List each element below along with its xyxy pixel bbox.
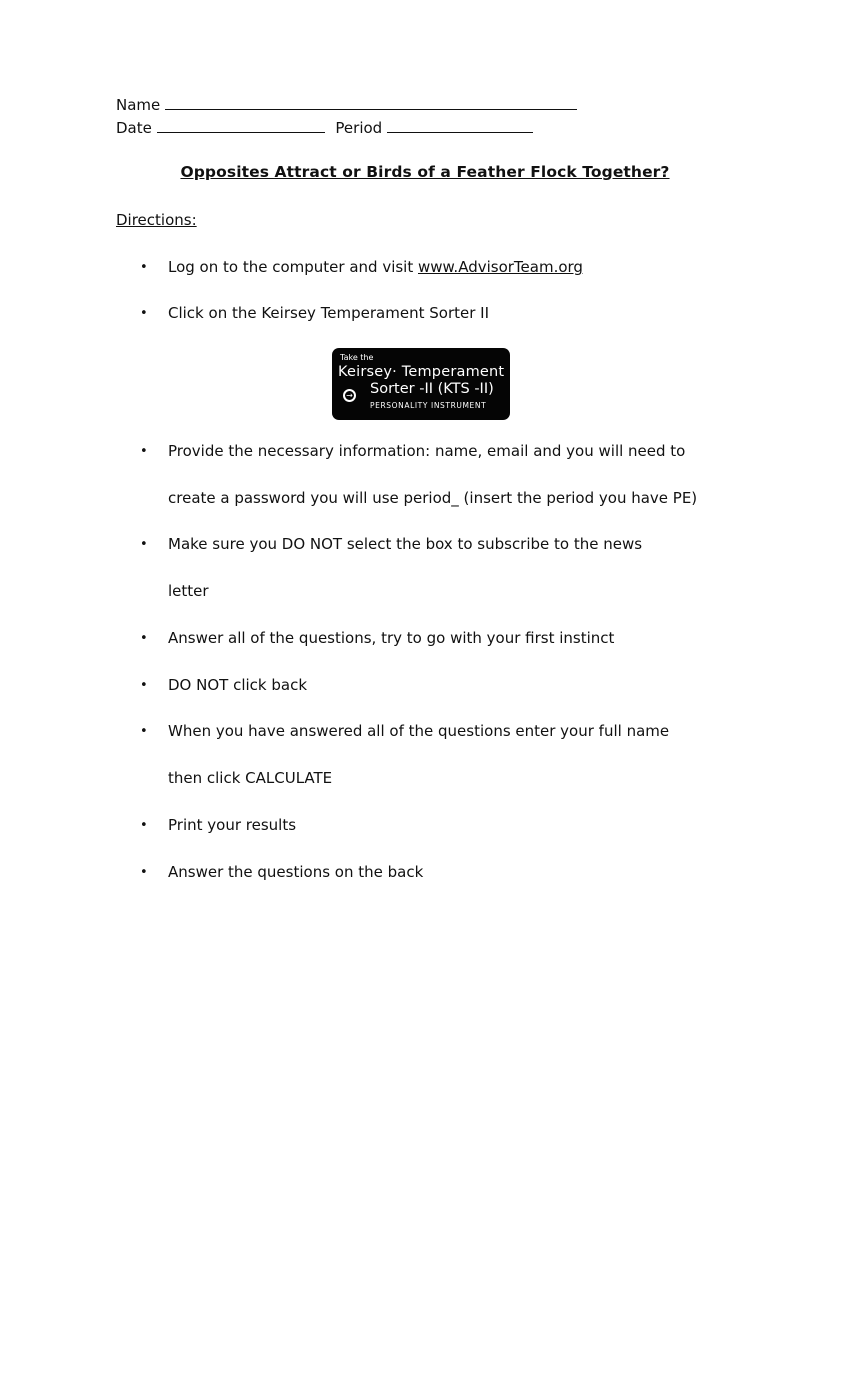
bullet-icon: • [140,724,148,739]
date-period-row [116,118,533,137]
logo-line-take-the: Take the [340,353,374,362]
list-item [140,244,583,291]
advisorteam-link[interactable]: www.AdvisorTeam.org [418,258,583,276]
list-item [140,521,642,615]
step-text-line2: then click CALCULATE [168,769,333,787]
name-field-row [116,95,577,114]
name-label: Name [116,96,161,114]
page-title: Opposites Attract or Birds of a Feather Flock Together? [180,163,670,181]
date-input-line[interactable] [157,118,325,133]
step-text-line1: When you have answered all of the questions enter your full name [168,722,670,740]
list-item [140,708,669,802]
bullet-icon: • [140,537,148,552]
step-text: Log on to the computer and visit [168,258,418,276]
arrow-circle-icon: → [343,389,356,402]
step-text: Click on the Keirsey Temperament Sorter II [168,304,490,322]
directions-heading: Directions: [116,211,197,229]
bullet-icon: • [140,260,148,275]
step-text: DO NOT click back [168,676,308,694]
name-input-line[interactable] [165,95,577,110]
logo-line-sorter: Sorter -II (KTS -II) [370,381,494,397]
period-label: Period [335,119,383,137]
list-item [140,615,614,662]
step-text-line1: Provide the necessary information: name, email and you will need to [168,442,686,460]
step-text-line2: create a password you will use period_ (insert the period you have PE) [168,489,698,507]
step-text-line2: letter [168,582,209,600]
step-text: Answer all of the questions, try to go with your first instinct [168,629,615,647]
period-input-line[interactable] [387,118,533,133]
list-item [140,802,296,849]
bullet-icon: • [140,631,148,646]
list-item [140,849,423,896]
step-text: Print your results [168,816,297,834]
bullet-icon: • [140,865,148,880]
logo-line-keirsey: Keirsey· Temperament [338,364,505,380]
bullet-icon: • [140,678,148,693]
list-item [140,428,697,522]
list-item [140,662,307,709]
step-text-line1: Make sure you DO NOT select the box to subscribe to the news [168,535,643,553]
bullet-icon: • [140,444,148,459]
bullet-icon: • [140,818,148,833]
logo-line-instrument: PERSONALITY INSTRUMENT [370,401,487,410]
keirsey-sorter-logo [332,348,510,420]
list-item [140,290,489,337]
bullet-icon: • [140,306,148,321]
step-text: Answer the questions on the back [168,863,424,881]
date-label: Date [116,119,152,137]
